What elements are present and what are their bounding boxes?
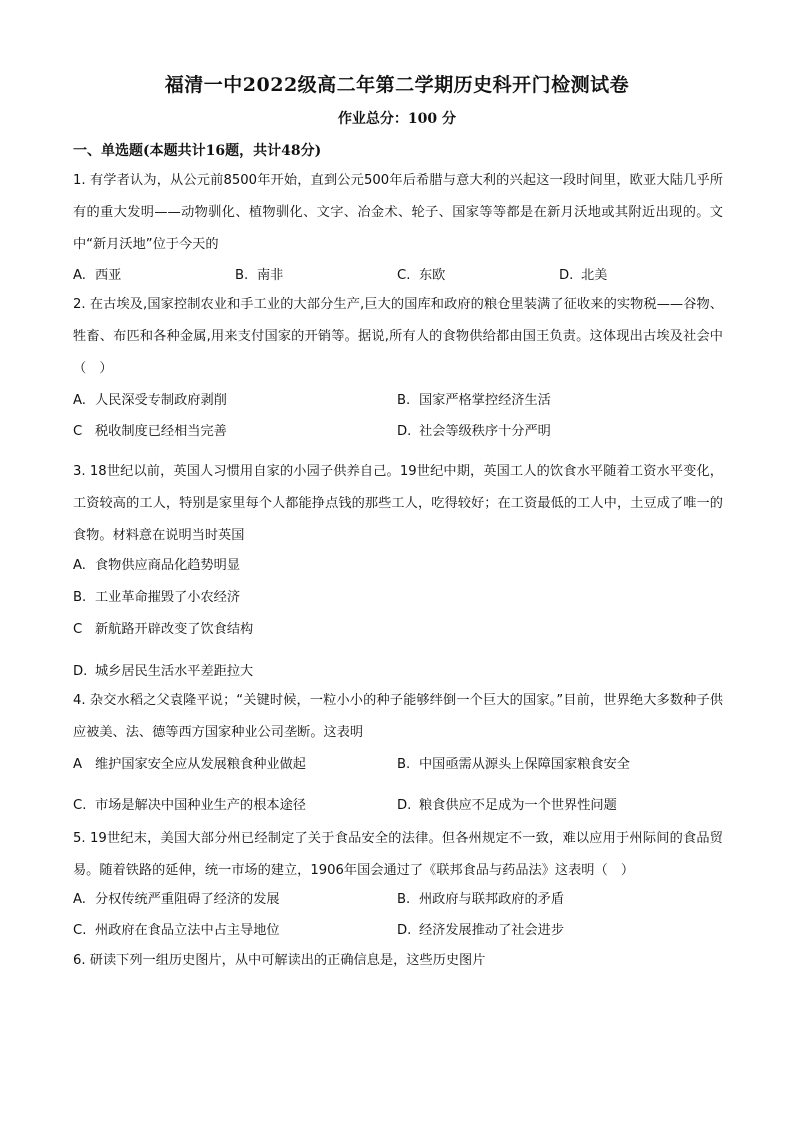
question-4-options-row2 xyxy=(73,794,723,818)
option-b[interactable]: B. 南非 xyxy=(235,268,284,283)
option-a[interactable]: A. 西亚 xyxy=(73,268,122,283)
question-2-options-row1 xyxy=(73,389,723,413)
question-3-option-c xyxy=(73,618,723,642)
total-score: 作业总分：100 分 xyxy=(337,111,457,127)
question-6-stem: 6. 研读下列一组历史图片，从中可解读出的正确信息是，这些历史图片 xyxy=(73,953,486,968)
option-d[interactable]: D. 社会等级秩序十分严明 xyxy=(397,424,551,439)
option-d[interactable]: D. 北美 xyxy=(559,268,608,283)
question-3-option-b xyxy=(73,586,723,610)
question-5-stem: 5. 19世纪末，美国大部分州已经制定了关于食品安全的法律。但各州规定不一致，难以应用于州际间的食品贸易。随着铁路的延伸，统一市场的建立，1906年国会通过了《联邦食品与药品法》这表明（ ） xyxy=(73,831,723,878)
question-2-stem: 2. 在古埃及,国家控制农业和手工业的大部分生产,巨大的国库和政府的粮仓里装满了征收来的实物税——谷物、牲畜、布匹和各种金属,用来支付国家的开销等。据说,所有人的食物供给都由国王负责。这体现出古埃及社会中（ ） xyxy=(73,297,723,376)
option-a[interactable]: A. 分权传统严重阻碍了经济的发展 xyxy=(73,892,280,907)
option-c[interactable]: C 税收制度已经相当完善 xyxy=(73,424,227,439)
option-a[interactable]: A. 食物供应商品化趋势明显 xyxy=(73,558,241,573)
option-a[interactable]: A 维护国家安全应从发展粮食种业做起 xyxy=(73,757,306,772)
question-5-options-row1 xyxy=(73,888,723,912)
option-a[interactable]: A. 人民深受专制政府剥削 xyxy=(73,393,227,408)
option-d[interactable]: D. 粮食供应不足成为一个世界性问题 xyxy=(397,798,617,813)
question-4-options-row1 xyxy=(73,753,723,777)
question-1-options xyxy=(73,264,723,288)
exam-title: 福清一中2022级高二年第二学期历史科开门检测试卷 xyxy=(164,74,630,96)
option-b[interactable]: B. 国家严格掌控经济生活 xyxy=(397,393,551,408)
question-4-stem: 4. 杂交水稻之父袁隆平说；“关键时候，一粒小小的种子能够绊倒一个巨大的国家。”目前，世界绝大多数种子供应被美、法、德等西方国家种业公司垄断。这表明 xyxy=(73,693,723,740)
option-b[interactable]: B. 州政府与联邦政府的矛盾 xyxy=(397,892,565,907)
option-d[interactable]: D. 城乡居民生活水平差距拉大 xyxy=(73,664,254,679)
option-d[interactable]: D. 经济发展推动了社会进步 xyxy=(397,923,565,938)
option-c[interactable]: C 新航路开辟改变了饮食结构 xyxy=(73,622,254,637)
section-heading: 一、单选题(本题共计16题，共计48分) xyxy=(73,143,322,159)
option-c[interactable]: C. 东欧 xyxy=(397,268,446,283)
question-5-options-row2 xyxy=(73,919,723,943)
option-b[interactable]: B. 工业革命摧毁了小农经济 xyxy=(73,590,241,605)
option-c[interactable]: C. 州政府在食品立法中占主导地位 xyxy=(73,923,280,938)
question-3-option-d xyxy=(73,660,723,684)
option-c[interactable]: C. 市场是解决中国种业生产的根本途径 xyxy=(73,798,306,813)
question-2-options-row2 xyxy=(73,420,723,444)
question-1-stem: 1. 有学者认为，从公元前8500年开始，直到公元500年后希腊与意大利的兴起这一段时间里，欧亚大陆几乎所有的重大发明——动物驯化、植物驯化、文字、冶金术、轮子、国家等等都是在新月沃地或其附近出现的。文中“新月沃地”位于今天的 xyxy=(73,173,723,252)
question-3-option-a xyxy=(73,554,723,578)
option-b[interactable]: B. 中国亟需从源头上保障国家粮食安全 xyxy=(397,757,630,772)
question-3-stem: 3. 18世纪以前，英国人习惯用自家的小园子供养自己。19世纪中期，英国工人的饮食水平随着工资水平变化，工资较高的工人，特别是家里每个人都能挣点钱的那些工人，吃得较好；在工资最低的工人中，土豆成了唯一的食物。材料意在说明当时英国 xyxy=(73,464,723,543)
